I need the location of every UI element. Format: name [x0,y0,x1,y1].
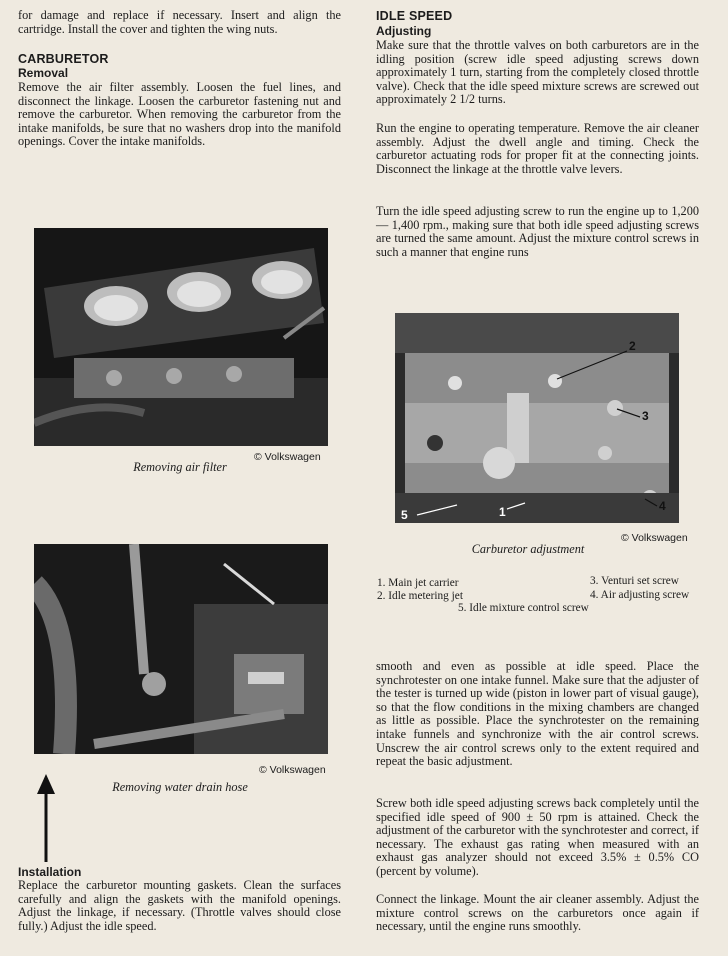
legend-item-5: 5. Idle mixture control screw [458,602,589,614]
figure3-credit: © Volkswagen [621,532,688,544]
water-drain-hose-photo [34,544,328,754]
up-arrow-icon [34,770,58,862]
legend-item-2: 2. Idle metering jet [377,590,463,602]
idle-speed-heading: IDLE SPEED [376,9,453,23]
figure2-credit: © Volkswagen [259,764,326,776]
adjusting-subheading: Adjusting [376,24,432,38]
carburetor-heading: CARBURETOR [18,52,109,66]
callout-lines [395,313,679,523]
synchrotester-paragraph: smooth and even as possible at idle speed. Place the synchrotester on one intake funnel. Make sure that the adjuster of the tester is turned up wide (piston in lower part of visual gauge), so that the flow conditions in the mixing chambers are changed as little as possible. Place the synchrotester on the remaining intake funnels and synchronize with the air control screws. Unscrew the air control screws only to the extent required and repeat the basic adjustment. [376,659,699,769]
idle-paragraph-3: Turn the idle speed adjusting screw to run the engine up to 1,200 — 1,400 rpm., making sure that both idle speed adjusting screws are turned the same amount. Adjust the mixture control screws in such a manner that engine runs [376,204,699,259]
legend-item-4: 4. Air adjusting screw [590,589,690,601]
legend-item-1: 1. Main jet carrier [377,577,459,589]
callout-5: 5 [401,508,408,522]
installation-paragraph: Replace the carburetor mounting gaskets. Clean the surfaces carefully and align the gaskets with the manifold openings. Adjust the linkage, if necessary. (Throttle valves should close fully.) Adjust the idle speed. [18,878,341,933]
installation-heading: Installation [18,865,82,879]
figure3-caption: Carburetor adjustment [471,542,585,556]
final-adjust-paragraph: Connect the linkage. Mount the air cleaner assembly. Adjust the mixture control screws on the carburetors once again if necessary, until the engine runs smoothly. [376,892,699,934]
legend-item-3: 3. Venturi set screw [590,575,679,587]
carburetor-adjustment-photo [395,313,679,523]
removal-subheading: Removal [18,66,69,80]
callout-1: 1 [499,505,506,519]
figure1-credit: © Volkswagen [254,451,321,463]
air-filter-photo [34,228,328,446]
callout-4: 4 [659,499,666,513]
intro-paragraph: for damage and replace if necessary. Insert and align the cartridge. Install the cover and tighten the wing nuts. [18,8,341,36]
callout-2: 2 [629,339,636,353]
callout-3: 3 [642,409,649,423]
idle-paragraph-2: Run the engine to operating temperature. Remove the air cleaner assembly. Adjust the dwell angle and timing. Check the carburetor actuating rods for proper fit at the connecting joints. Disconnect the linkage at the throttle valve levers. [376,121,699,176]
idle-rpm-paragraph: Screw both idle speed adjusting screws back completely until the specified idle speed of 900 ± 50 rpm is attained. Check the adjustment of the carburetor with the synchrotester and correct, if necessary. The exhaust gas rating when measured with an exhaust gas analyzer should not exceed 3.5% ± 0.5% CO (percent by volume). [376,796,699,878]
removal-paragraph: Remove the air filter assembly. Loosen the fuel lines, and disconnect the linkage. Loosen the carburetor fastening nut and remove the carburetor. When removing the carburetor from the intake manifolds, be sure that no washers drop into the manifold openings. Cover the intake manifolds. [18,80,341,149]
figure2-caption: Removing water drain hose [112,780,248,794]
figure1-caption: Removing air filter [133,460,227,474]
idle-paragraph-1: Make sure that the throttle valves on both carburetors are in the idling position (screw idle speed adjusting screws down approximately 1 turn, starting from the completely closed throttle valve). Check that the idle speed mixture screws are screwed out approximately 2 1/2 turns. [376,38,699,107]
